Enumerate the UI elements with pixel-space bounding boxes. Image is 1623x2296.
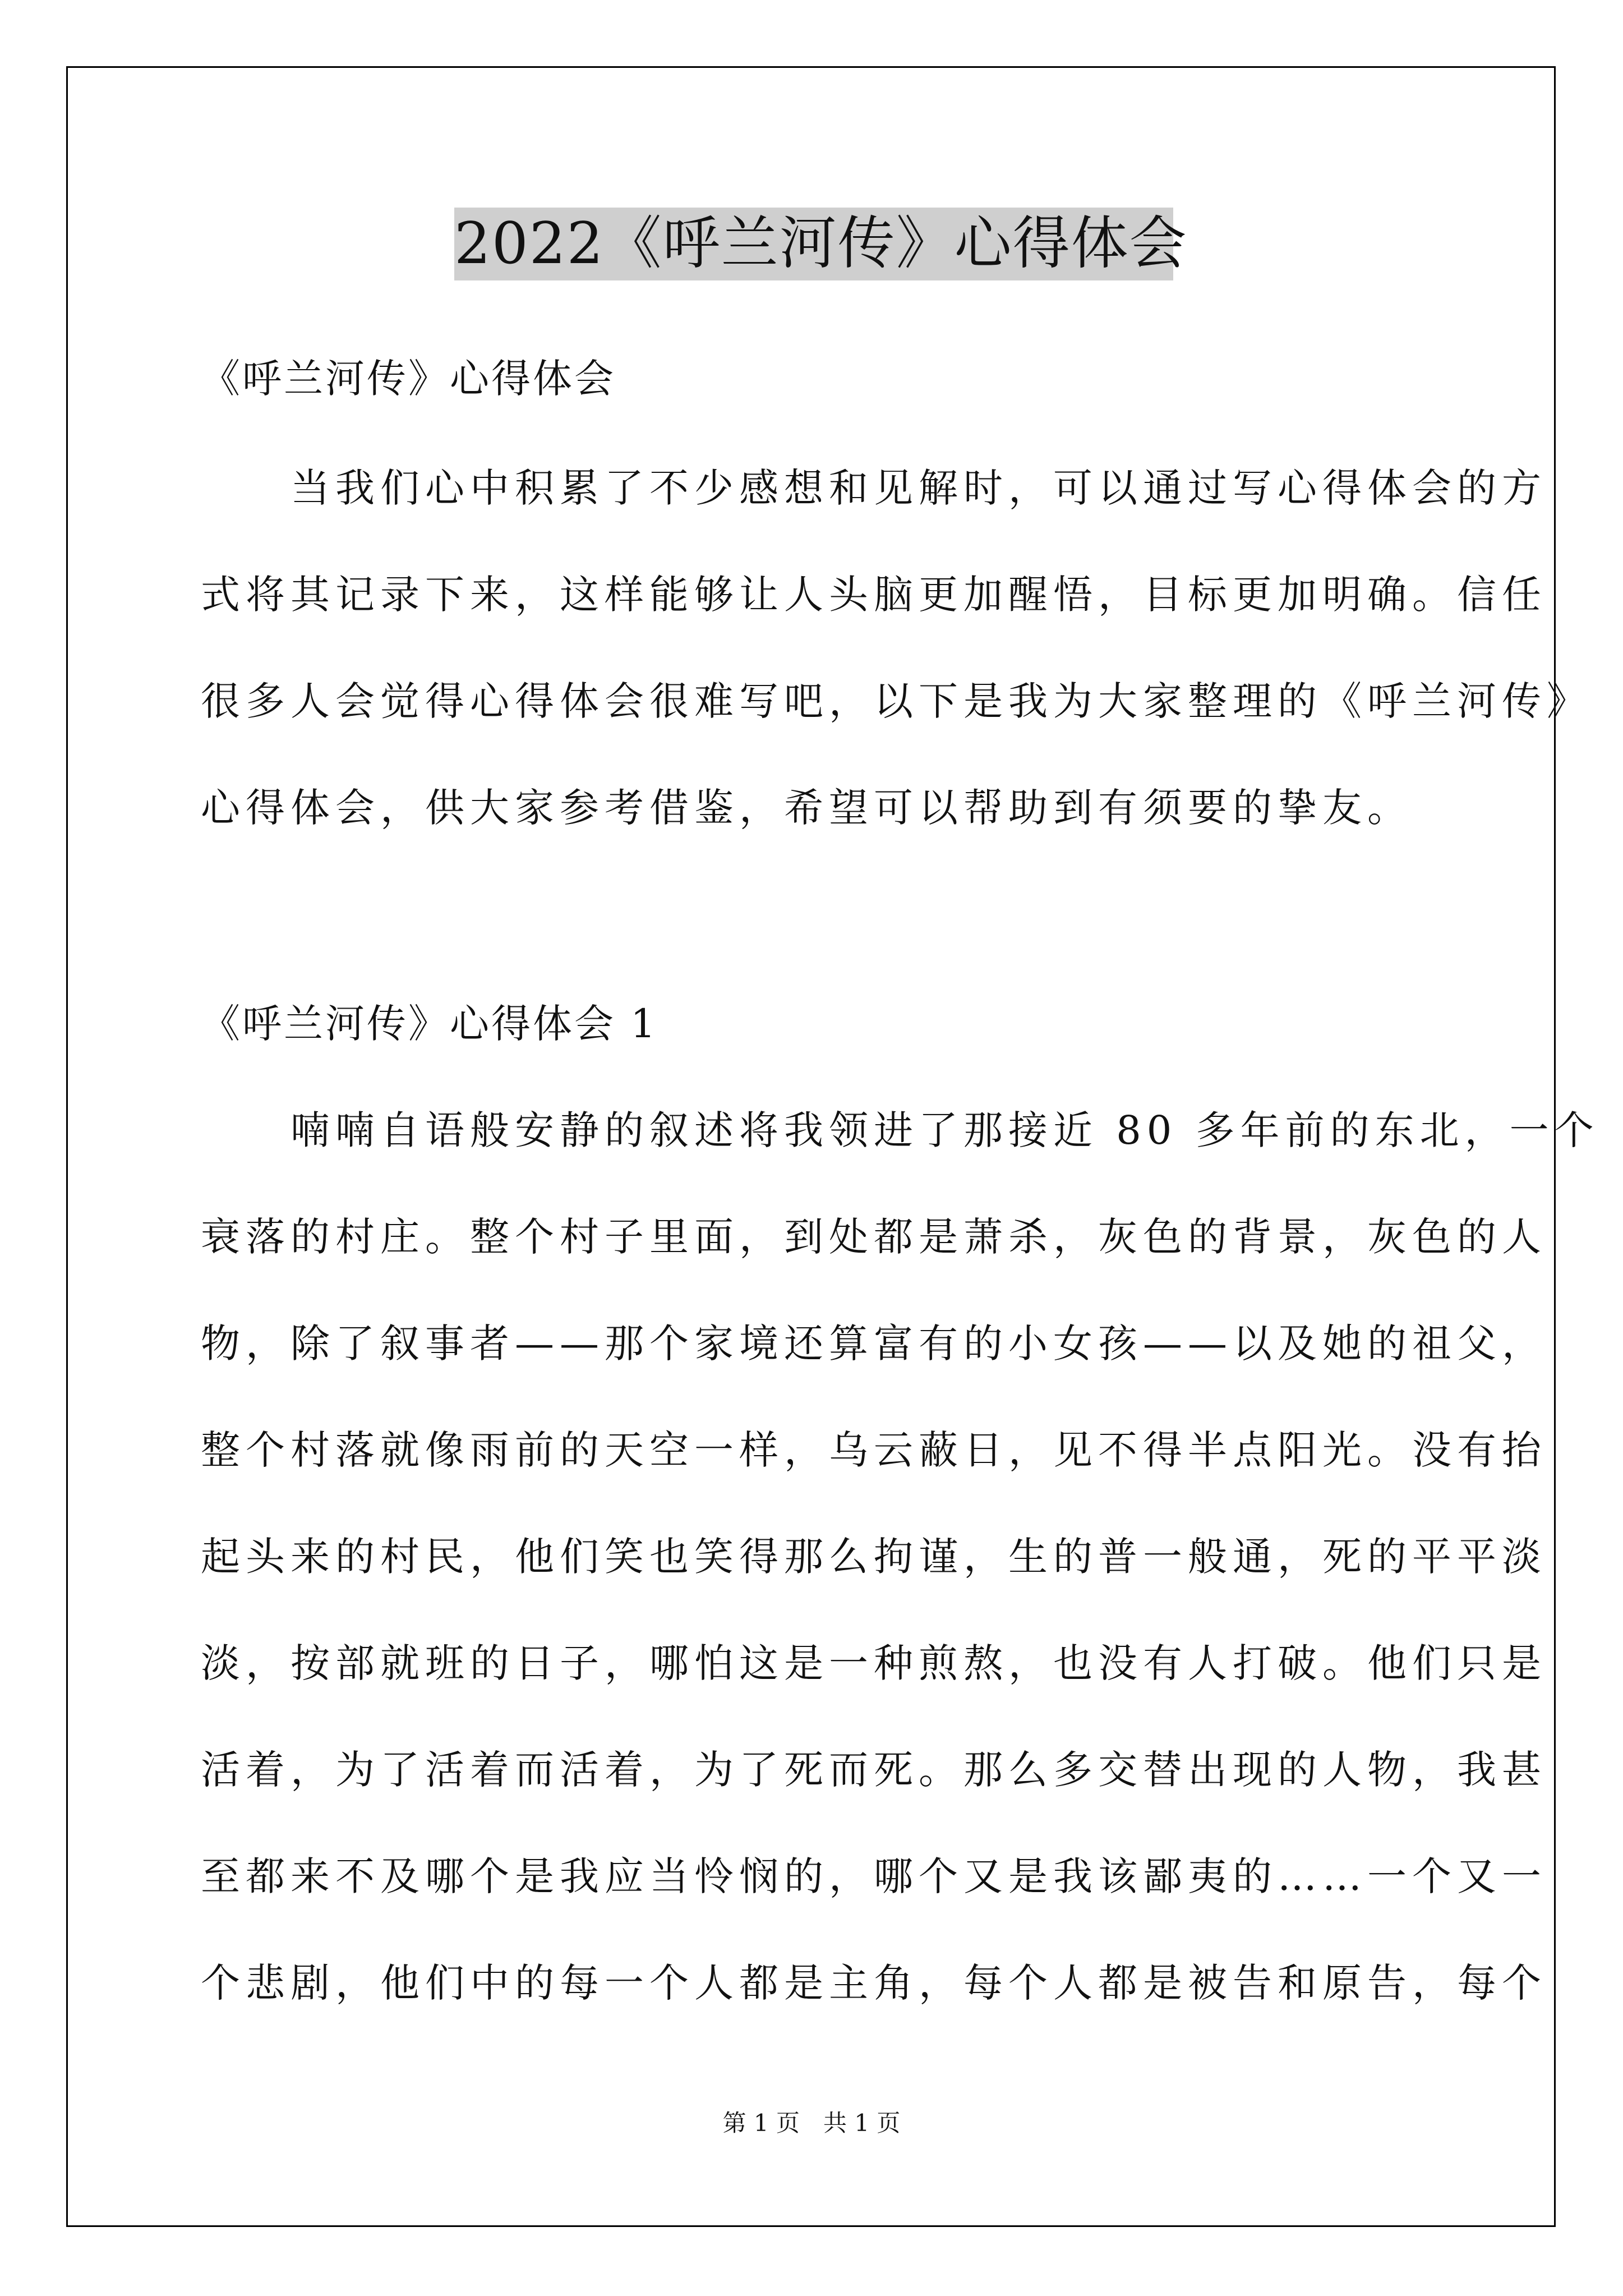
page-footer: 第 1 页 共 1 页 xyxy=(722,2109,901,2137)
intro-line-2: 式将其记录下来，这样能够让人头脑更加醒悟，目标更加明确。信任 xyxy=(201,572,1547,618)
section-1-line-3: 物，除了叙事者——那个家境还算富有的小女孩——以及她的祖父， xyxy=(201,1320,1547,1366)
section-1-line-4: 整个村落就像雨前的天空一样，乌云蔽日，见不得半点阳光。没有抬 xyxy=(201,1427,1547,1473)
intro-line-1: 当我们心中积累了不少感想和见解时，可以通过写心得体会的方 xyxy=(201,465,1547,511)
section-1-line-5: 起头来的村民，他们笑也笑得那么拘谨，生的普一般通，死的平平淡 xyxy=(201,1534,1547,1580)
document-title: 2022《呼兰河传》心得体会 xyxy=(454,208,1173,280)
section-1-line-6: 淡，按部就班的日子，哪怕这是一种煎熬，也没有人打破。他们只是 xyxy=(201,1640,1547,1686)
intro-heading: 《呼兰河传》心得体会 xyxy=(201,356,616,402)
section-1-heading: 《呼兰河传》心得体会 1 xyxy=(201,1001,658,1047)
intro-line-3: 很多人会觉得心得体会很难写吧，以下是我为大家整理的《呼兰河传》 xyxy=(201,678,1592,724)
section-1-line-1: 喃喃自语般安静的叙述将我领进了那接近 80 多年前的东北，一个 xyxy=(201,1107,1599,1153)
intro-line-4: 心得体会，供大家参考借鉴，希望可以帮助到有须要的挚友。 xyxy=(201,785,1412,831)
section-1-line-8: 至都来不及哪个是我应当怜悯的，哪个又是我该鄙夷的……一个又一 xyxy=(201,1853,1547,1899)
section-1-line-9: 个悲剧，他们中的每一个人都是主角，每个人都是被告和原告，每个 xyxy=(201,1960,1547,2006)
section-1-line-2: 衰落的村庄。整个村子里面，到处都是萧杀，灰色的背景，灰色的人 xyxy=(201,1214,1547,1260)
section-1-line-7: 活着，为了活着而活着，为了死而死。那么多交替出现的人物，我甚 xyxy=(201,1747,1547,1793)
